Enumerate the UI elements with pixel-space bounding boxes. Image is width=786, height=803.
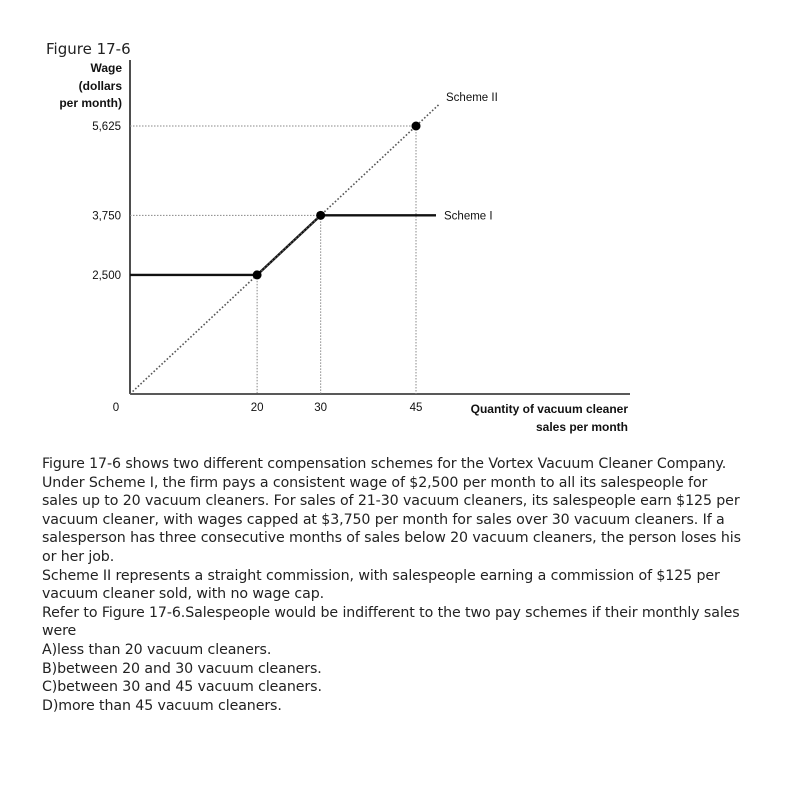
y-axis-label-line-2: (dollars: [78, 79, 122, 93]
answer-option-b[interactable]: B)between 20 and 30 vacuum cleaners.: [42, 660, 322, 677]
origin-label: 0: [112, 402, 120, 414]
question-scheme-2: Scheme II represents a straight commission, with salespeople earning a commission of $125 per vacuum cleaner sold, with no wage cap.: [42, 567, 720, 603]
question-text: [42, 455, 742, 715]
y-tick-label-2: 5,625: [92, 121, 121, 133]
series-label-scheme-ii: Scheme II: [446, 92, 498, 104]
series-line-scheme-i: [130, 215, 436, 275]
question-scheme-1: Under Scheme I, the firm pays a consistent wage of $2,500 per month to all its salespeople for sales up to 20 vacuum cleaners. For sales of 21-30 vacuum cleaners, its salespeople earn $125 per vacuum cleaner, with wages capped at $3,750 per month for sales over 30 vacuum cleaners. If a salesperson has three consecutive months of sales below 20 vacuum cleaners, the person loses his or her job.: [42, 474, 741, 565]
question-prompt: Refer to Figure 17-6.Salespeople would be indifferent to the two pay schemes if their monthly sales were: [42, 604, 740, 640]
answer-option-c[interactable]: C)between 30 and 45 vacuum cleaners.: [42, 679, 322, 696]
y-axis-label-line-1: Wage: [90, 61, 122, 75]
figure-label: Figure 17-6: [46, 40, 131, 58]
y-tick-label-1: 3,750: [92, 210, 121, 223]
data-point-0: [253, 270, 262, 279]
question-intro: Figure 17-6 shows two different compensation schemes for the Vortex Vacuum Cleaner Company.: [42, 456, 727, 472]
series-label-scheme-i: Scheme I: [444, 210, 493, 223]
y-tick-label-0: 2,500: [92, 269, 121, 282]
data-point-2: [412, 122, 421, 131]
x-tick-label-2: 45: [409, 402, 423, 414]
x-axis-label-line-1: Quantity of vacuum cleaner: [470, 402, 628, 416]
x-axis-label-line-2: sales per month: [535, 420, 628, 434]
answer-option-a[interactable]: A)less than 20 vacuum cleaners.: [42, 641, 272, 658]
x-tick-label-1: 30: [314, 402, 328, 414]
answer-option-d[interactable]: D)more than 45 vacuum cleaners.: [42, 697, 282, 714]
y-axis-label-line-3: per month): [59, 96, 122, 110]
x-tick-label-0: 20: [250, 402, 264, 414]
data-point-1: [316, 211, 325, 220]
